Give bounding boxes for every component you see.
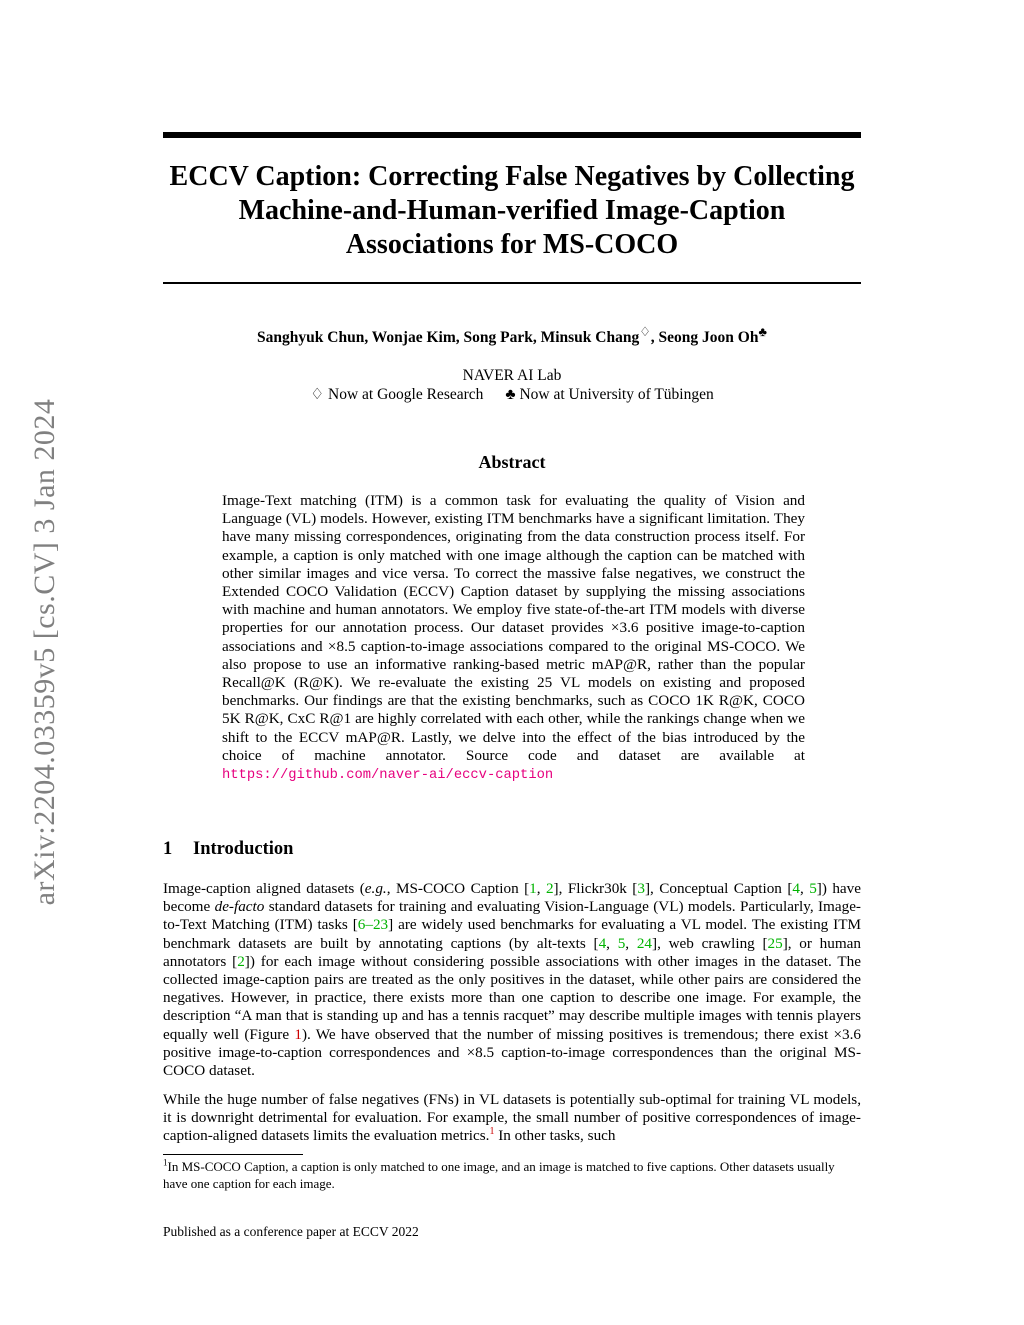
citation-link[interactable]: 5 — [617, 934, 626, 952]
citation-link[interactable]: 5 — [809, 880, 817, 897]
author-mark-diamond: ♢ — [639, 323, 651, 339]
author-last: , Seong Joon Oh — [650, 329, 759, 346]
text-span: ], Flickr30k [ — [553, 880, 638, 897]
text-span: Image-caption aligned datasets ( — [163, 880, 365, 897]
affiliation-notes — [163, 385, 861, 404]
citation-link[interactable]: 1 — [529, 880, 537, 897]
text-span: ] are widely used benchmarks for evaluating a VL model. The existing ITM benchmark datasets are built by annotating captions (by alt-texts [ — [163, 916, 861, 952]
author-names: Sanghyuk Chun, Wonjae Kim, Song Park, Minsuk Chang — [257, 329, 640, 346]
text-span: , MS-COCO Caption [ — [386, 880, 530, 897]
author-mark-club: ♣ — [758, 323, 767, 339]
section-number: 1 — [163, 839, 173, 859]
publication-note: Published as a conference paper at ECCV 2022 — [163, 1224, 419, 1239]
citation-link[interactable]: 6–23 — [357, 916, 389, 934]
author-list — [163, 323, 861, 348]
title-bottom-rule — [163, 282, 861, 284]
section-heading-introduction — [163, 838, 293, 860]
intro-paragraph-2 — [163, 1091, 861, 1146]
citation-link[interactable]: 25 — [767, 934, 783, 952]
text-span: ]) for each image without considering possible associations with other images in the dataset. The collected image-caption pairs are treated as the only positives in the dataset, while other pairs are considered the negatives. However, in practice, there exists more than one caption to describe one image. For example, the description “A man that is standing up and has a tennis racquet” may describe multiple images with tennis players equally well (Figure — [163, 952, 861, 1043]
affiliation-note-tuebingen: ♣ Now at University of Tübingen — [505, 386, 714, 403]
footnote-reference-link[interactable]: 1 — [489, 1126, 495, 1138]
text-span-italic: e.g. — [364, 880, 387, 897]
text-span: ]) have become — [163, 880, 861, 916]
github-link[interactable]: https://github.com/naver-ai/eccv-caption — [222, 768, 554, 784]
citation-link[interactable]: 3 — [637, 880, 645, 897]
footnote — [163, 1159, 861, 1192]
abstract-body — [222, 492, 805, 785]
text-span: ], or human annotators [ — [163, 934, 862, 970]
footnote-text: In MS-COCO Caption, a caption is only matched to one image, and an image is matched to five captions. Other datasets usually have one caption for each image. — [163, 1159, 835, 1191]
citation-link[interactable]: 2 — [545, 880, 554, 897]
text-span: While the huge number of false negatives (FNs) in VL datasets is potentially sub-optimal for training VL models, it is downright detrimental for evaluation. For example, the small number of positive correspondences of image-caption-aligned datasets limits the evaluation metrics. — [163, 1091, 861, 1145]
text-span: ], Conceptual Caption [ — [644, 880, 793, 897]
affiliation-note-google: ♢ Now at Google Research — [310, 386, 484, 403]
citation-link[interactable]: 2 — [237, 952, 245, 970]
citation-link[interactable]: 4 — [792, 880, 800, 897]
text-span: , — [606, 934, 618, 952]
text-span-italic: de-facto — [214, 898, 265, 916]
intro-paragraph-1 — [163, 880, 861, 1080]
text-span: , — [536, 880, 546, 897]
citation-link[interactable]: 24 — [636, 934, 653, 952]
title-line: ECCV Caption: Correcting False Negatives by Collecting — [169, 161, 855, 192]
affiliation-lab: NAVER AI Lab — [462, 367, 562, 384]
text-span: ], web crawling [ — [652, 934, 768, 952]
abstract-heading: Abstract — [478, 452, 546, 472]
affiliations — [163, 366, 861, 404]
text-span: standard datasets for training and evaluating Vision-Language (VL) models. Particularly, Image-to-Text Matching (ITM) tasks [ — [163, 898, 861, 934]
text-span: ). We have observed that the number of missing positives is tremendous; there exist ×3.6 positive image-to-caption correspondences and ×8.5 caption-to-image correspondences than the original MS-COCO dataset. — [163, 1025, 861, 1080]
footnote-mark: 1 — [163, 1157, 168, 1168]
footnote-rule — [163, 1154, 303, 1155]
section-title: Introduction — [193, 839, 294, 859]
arxiv-identifier-stamp: arXiv:2204.03359v5 [cs.CV] 3 Jan 2024 — [28, 398, 61, 906]
paper-title — [163, 160, 861, 262]
text-span: , — [799, 880, 810, 897]
abstract-text: Image-Text matching (ITM) is a common task for evaluating the quality of Vision and Language (VL) models. However, existing ITM benchmarks have a significant limitation. They have many missing correspondences, originating from the data construction process itself. For example, a caption is only matched with one image although the caption can be matched with other similar images and vice versa. To correct the massive false negatives, we construct the Extended COCO Validation (ECCV) Caption dataset by supplying the missing associations with machine and human annotators. We employ five state-of-the-art ITM models with diverse properties for our annotation process. Our dataset provides ×3.6 positive image-to-caption associations and ×8.5 caption-to-image associations compared to the original MS-COCO. We also propose to use an informative ranking-based metric mAP@R, rather than the popular Recall@K (R@K). We re-evaluate the existing 25 VL models on existing and proposed benchmarks. Our findings are that the existing benchmarks, such as COCO 1K R@K, COCO 5K R@K, CxC R@1 are highly correlated with each other, while the rankings change when we shift to the ECCV mAP@R. Lastly, we delve into the effect of the bias introduced by the choice of machine annotator. Source code and dataset are available at — [222, 492, 805, 764]
citation-link[interactable]: 4 — [598, 934, 607, 952]
title-line: Associations for MS-COCO — [345, 229, 679, 260]
text-span: In other tasks, such — [494, 1127, 616, 1145]
figure-reference-link[interactable]: 1 — [294, 1025, 302, 1043]
text-span: , — [625, 934, 637, 952]
title-line: Machine-and-Human-verified Image-Caption — [238, 195, 786, 226]
title-top-rule — [163, 132, 861, 138]
